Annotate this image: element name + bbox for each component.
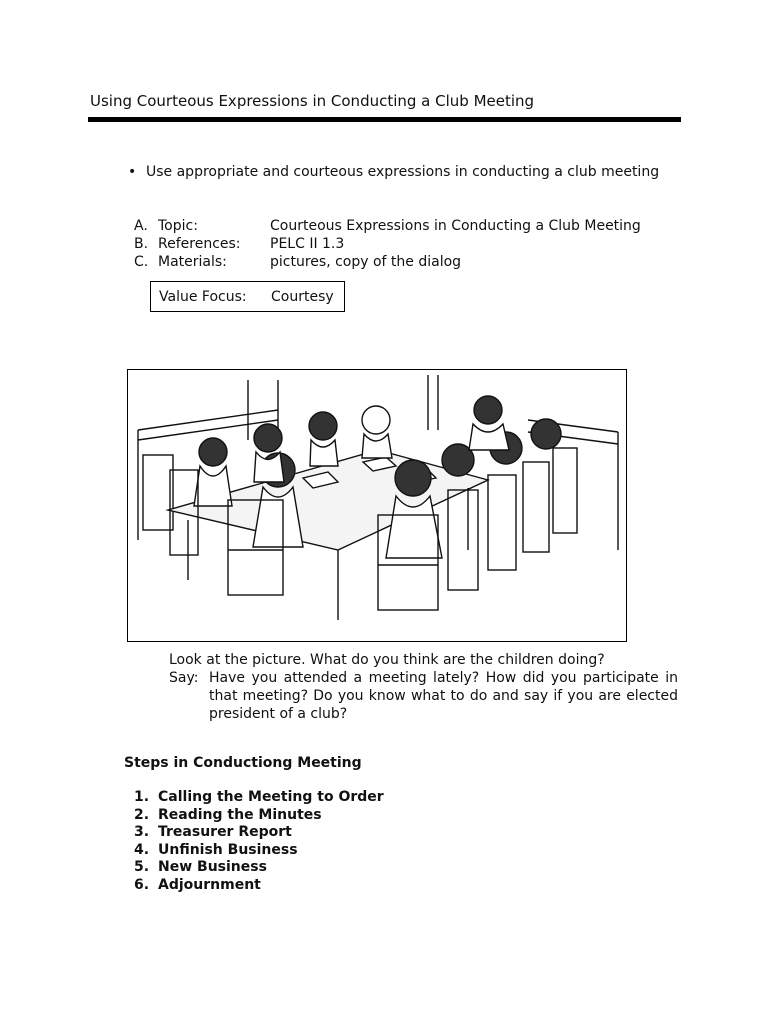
steps-list	[134, 789, 384, 894]
meta-value: Courteous Expressions in Conducting a Club Meeting	[270, 218, 641, 234]
step-number: 4.	[134, 841, 150, 858]
children-meeting-illustration-icon	[128, 370, 626, 641]
meta-label: Materials:	[158, 254, 227, 270]
meta-letter: B.	[134, 236, 149, 252]
meta-letter: C.	[134, 254, 149, 270]
step-text: Adjournment	[158, 876, 261, 893]
value-focus-label: Value Focus:	[159, 288, 247, 305]
list-item	[134, 877, 384, 895]
meta-row-topic	[134, 217, 641, 235]
value-focus-box	[150, 281, 345, 312]
step-text: Reading the Minutes	[158, 806, 322, 823]
lesson-meta	[134, 217, 641, 271]
say-row	[169, 669, 678, 723]
meta-value: PELC II 1.3	[270, 236, 345, 252]
step-number: 1.	[134, 789, 150, 805]
title-underline	[88, 117, 681, 122]
step-number: 3.	[134, 824, 150, 840]
meeting-picture	[127, 369, 627, 642]
say-label: Say:	[169, 670, 199, 686]
look-question: Look at the picture. What do you think are the children doing?	[169, 652, 605, 668]
meta-row-materials	[134, 253, 641, 271]
step-text: Treasurer Report	[158, 824, 292, 840]
meta-letter: A.	[134, 218, 148, 234]
list-item	[134, 789, 384, 807]
step-number: 2.	[134, 806, 150, 823]
meta-label: Topic:	[158, 218, 198, 234]
say-text: Have you attended a meeting lately? How did you participate in that meeting? Do you know what to do and say if you are elected president of a club?	[209, 670, 678, 722]
objective-item	[128, 164, 659, 180]
step-text: New Business	[158, 859, 267, 875]
discussion-prompt	[169, 651, 678, 723]
step-text: Calling the Meeting to Order	[158, 789, 384, 805]
step-number: 6.	[134, 876, 150, 893]
steps-heading: Steps in Conductiong Meeting	[124, 755, 362, 771]
step-text: Unfinish Business	[158, 841, 298, 858]
bullet-icon: •	[128, 164, 137, 180]
value-focus-value: Courtesy	[271, 288, 334, 305]
meta-row-references	[134, 235, 641, 253]
step-number: 5.	[134, 859, 150, 875]
list-item	[134, 807, 384, 825]
page-title: Using Courteous Expressions in Conducting a Club Meeting	[90, 92, 535, 110]
list-item	[134, 824, 384, 842]
list-item	[134, 859, 384, 877]
meta-value: pictures, copy of the dialog	[270, 254, 462, 270]
list-item	[134, 842, 384, 860]
objective-text: Use appropriate and courteous expressions in conducting a club meeting	[146, 164, 660, 180]
meta-label: References:	[158, 236, 241, 252]
